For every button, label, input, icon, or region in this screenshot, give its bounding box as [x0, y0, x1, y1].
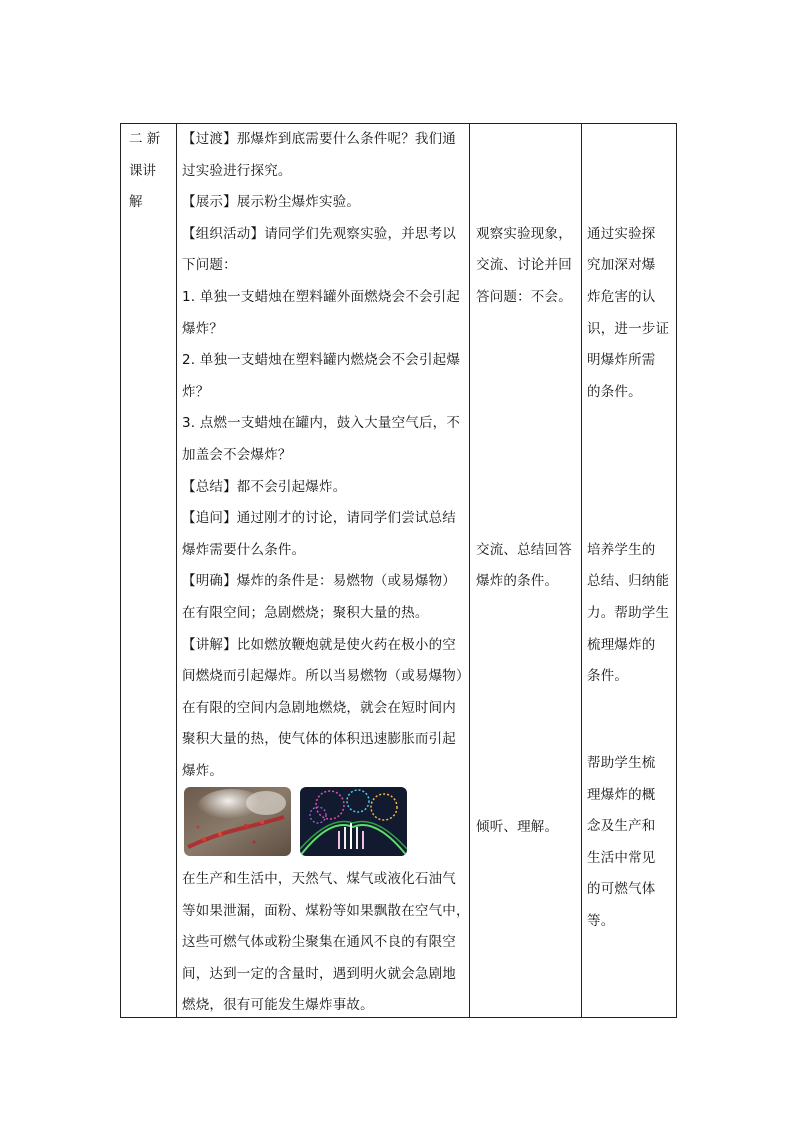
teacher-activity-cell [177, 124, 469, 1017]
stage-line: 二 新 [129, 131, 161, 147]
stage-line: 解 [129, 194, 143, 211]
intent-line: 的可燃气体 [587, 881, 656, 898]
student-line: 倾听、理解。 [476, 819, 559, 835]
content-line: 【组织活动】请同学们先观察实验，并思考以 [182, 225, 456, 242]
content-line: 在有限的空间内急剧地燃烧，就会在短时间内 [182, 699, 456, 716]
content-line: 爆炸需要什么条件。 [182, 541, 306, 558]
intent-line: 的条件。 [587, 383, 642, 400]
content-line: 爆炸。 [182, 763, 224, 779]
stage-cell [121, 124, 176, 1017]
content-line: 聚积大量的热，使气体的体积迅速膨胀而引起 [182, 731, 456, 748]
content-line: 在有限空间；急剧燃烧；聚积大量的热。 [182, 605, 429, 621]
content-line: 1. 单独一支蜡烛在塑料罐外面燃烧会不会引起 [182, 289, 461, 305]
content-line: 间燃烧而引起爆炸。所以当易燃物（或易爆物） [182, 668, 470, 685]
content-line: 燃烧，很有可能发生爆炸事故。 [182, 997, 374, 1014]
content-line: 在生产和生活中，天然气、煤气或液化石油气 [182, 871, 456, 887]
student-line: 爆炸的条件。 [476, 573, 559, 590]
content-line: 【展示】展示粉尘爆炸实验。 [182, 194, 361, 211]
student-line: 观察实验现象， [476, 225, 572, 242]
intent-line: 究加深对爆 [587, 257, 656, 274]
content-line: 2. 单独一支蜡烛在塑料罐内燃烧会不会引起爆 [182, 352, 461, 369]
content-line: 【总结】都不会引起爆炸。 [182, 478, 347, 495]
student-line: 交流、讨论并回 [476, 257, 572, 274]
intent-line: 帮助学生梳 [587, 755, 656, 771]
content-line: 加盖会不会爆炸？ [182, 447, 292, 463]
intent-line: 炸危害的认 [587, 289, 656, 305]
student-line: 交流、总结回答 [476, 541, 572, 558]
content-line: 等如果泄漏，面粉、煤粉等如果飘散在空气中， [182, 902, 470, 919]
intent-line: 理爆炸的概 [587, 786, 656, 803]
content-line: 【明确】爆炸的条件是：易燃物（或易爆物） [182, 573, 456, 590]
student-activity-cell [470, 124, 581, 1017]
content-line: 过实验进行探究。 [182, 162, 292, 179]
intent-line: 生活中常见 [587, 849, 656, 866]
content-line: 下问题： [182, 257, 237, 274]
intent-line: 念及生产和 [587, 818, 656, 835]
intent-line: 通过实验探 [587, 225, 656, 242]
intent-line: 培养学生的 [587, 541, 656, 558]
content-line: 炸？ [182, 383, 210, 400]
content-line: 爆炸？ [182, 320, 224, 337]
stage-line: 课讲 [129, 162, 156, 179]
design-intent-cell [582, 124, 677, 1017]
content-line: 这些可燃气体或粉尘聚集在通风不良的有限空 [182, 934, 456, 951]
lesson-table [120, 123, 677, 1018]
content-line: 【讲解】比如燃放鞭炮就是使火药在极小的空 [182, 636, 456, 653]
student-line: 答问题：不会。 [476, 289, 572, 305]
intent-line: 力。帮助学生 [587, 605, 670, 621]
content-line: 【过渡】那爆炸到底需要什么条件呢？我们通 [182, 131, 456, 147]
firecracker-photo [184, 787, 291, 856]
intent-line: 识，进一步证 [587, 320, 670, 337]
intent-line: 明爆炸所需 [587, 352, 656, 369]
content-line: 3. 点燃一支蜡烛在罐内，鼓入大量空气后，不 [182, 415, 461, 432]
intent-line: 等。 [587, 913, 615, 929]
intent-line: 梳理爆炸的 [587, 636, 656, 653]
content-line: 【追问】通过刚才的讨论，请同学们尝试总结 [182, 510, 456, 527]
content-line: 间，达到一定的含量时，遇到明火就会急剧地 [182, 965, 456, 982]
intent-line: 总结、归纳能 [587, 573, 670, 590]
intent-line: 条件。 [587, 668, 629, 685]
fireworks-photo [300, 787, 407, 856]
